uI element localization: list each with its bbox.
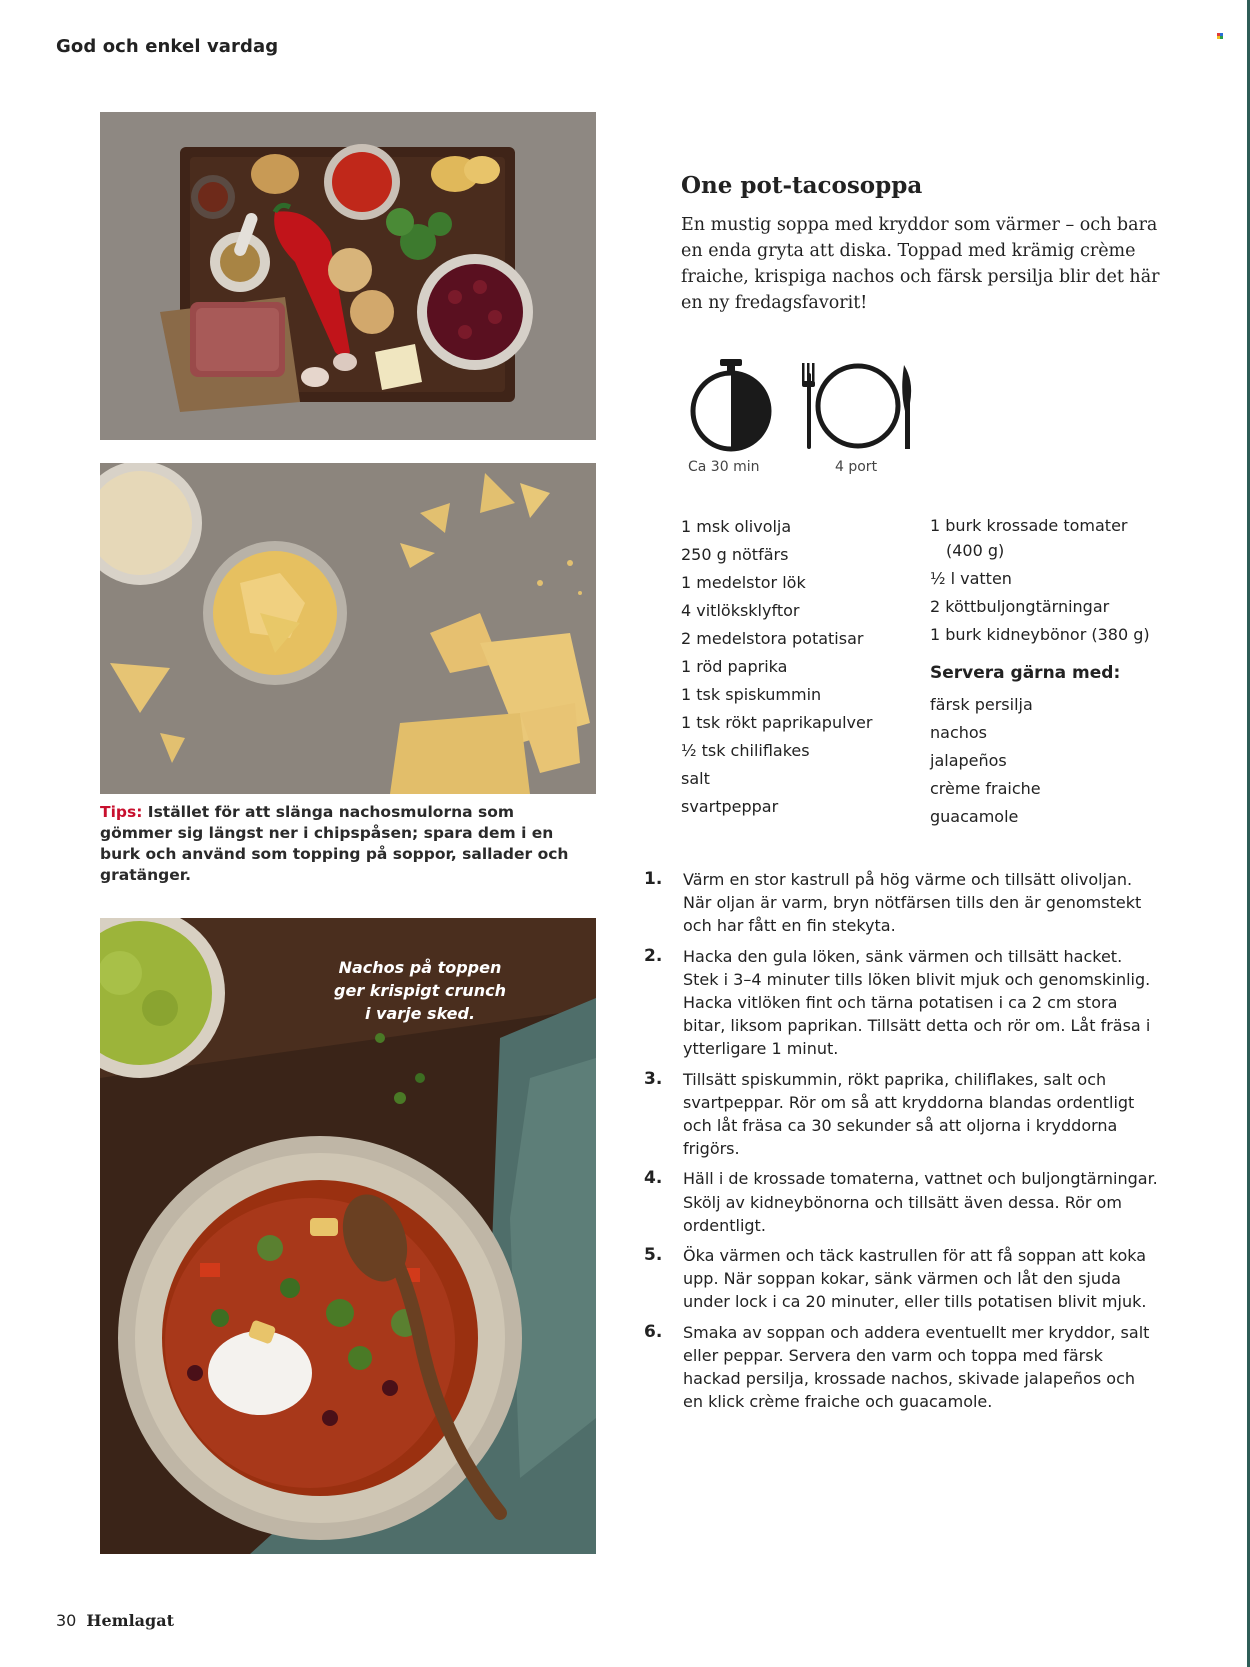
serve-with-list [930,691,1041,831]
serve-heading: Servera gärna med: [930,663,1121,683]
caption-line-1: Nachos på toppen [338,958,502,977]
page-number: 30 [56,1611,77,1630]
step-item [640,1244,1160,1314]
step-text: Hacka den gula löken, sänk värmen och tillsätt hacket. Stek i 3–4 minuter tills löken blivit mjuk och genomskinlig. Hacka vitlöken fint och tärna potatisen i ca 2 cm stora bitar, liksom paprikan. Tillsätt detta och rör om. Låt fräsa i ytterligare 1 minut. [683,946,1151,1059]
ingredient-item: 1 röd paprika [681,657,788,676]
step-number: 6. [644,1321,663,1342]
time-label: Ca 30 min [688,459,760,475]
nachos-jar-illustration [100,463,596,794]
ingredient-item: ½ l vatten [930,569,1012,588]
ingredients-illustration [100,112,596,440]
instruction-steps [640,868,1160,1420]
caption-line-2: ger krispigt crunch [334,981,506,1000]
ingredient-item-continued: (400 g) [946,541,1005,560]
serve-item: färsk persilja [930,695,1033,714]
serve-item: guacamole [930,807,1019,826]
step-text: Häll i de krossade tomaterna, vattnet och buljongtärningar. Skölj av kidneybönorna och tillsätt även dessa. Rör om ordentligt. [683,1169,1158,1235]
section-title: God och enkel vardag [56,36,279,57]
step-number: 2. [644,945,663,966]
ingredient-item: 1 burk krossade tomater [930,516,1128,535]
step-number: 4. [644,1168,663,1189]
stopwatch-fill [731,373,769,449]
ingredient-item: 250 g nötfärs [681,545,789,564]
step-text: Värm en stor kastrull på hög värme och tillsätt olivoljan. När oljan är varm, bryn nötfärsen tills den är genomstekt och har fått en fin stekyta. [683,870,1142,936]
ingredient-item: 1 tsk rökt paprikapulver [681,713,873,732]
ingredient-item: 1 msk olivolja [681,517,792,536]
step-item [640,1068,1160,1161]
caption-line-3: i varje sked. [364,1004,476,1023]
ingredient-item: salt [681,769,710,788]
step-item [640,1167,1160,1237]
serve-item: crème fraiche [930,779,1041,798]
step-item [640,868,1160,938]
ingredient-item: ½ tsk chiliflakes [681,741,810,760]
step-number: 5. [644,1245,663,1266]
ingredient-item: 1 tsk spiskummin [681,685,822,704]
tips-text: Istället för att slänga nachosmulorna som gömmer sig längst ner i chipspåsen; spara dem i en burk och använd som topping på soppor, sallader och gratänger. [100,803,569,884]
ingredients-list-liquids [930,565,1150,649]
ingredients-photo [100,112,596,440]
step-text: Smaka av soppan och addera eventuellt mer kryddor, salt eller peppar. Servera den varm och toppa med färsk hackad persilja, krossade nachos, skivade jalapeños och en klick crème fraiche och guacamole. [683,1322,1150,1412]
tips-label: Tips: [100,803,143,821]
color-registration-mark [1217,33,1223,39]
step-text: Tillsätt spiskummin, rökt paprika, chiliflakes, salt och svartpeppar. Rör om så att kryddorna blandas ordentligt och låt fräsa ca 30 sekunder så att oljorna i kryddorna frigörs. [683,1069,1135,1159]
stopwatch-icon [683,357,779,453]
portions-label: 4 port [835,459,878,475]
serve-item: nachos [930,723,988,742]
ingredient-item: 2 medelstora potatisar [681,629,864,648]
step-number: 3. [644,1068,663,1089]
ingredients-list-tomatoes [930,513,1127,563]
photo-caption [310,956,530,1025]
ingredient-item: 4 vitlöksklyftor [681,601,800,620]
ingredient-item: 1 medelstor lök [681,573,806,592]
step-item [640,1321,1160,1414]
step-text: Öka värmen och täck kastrullen för att få soppan att koka upp. När soppan kokar, sänk värmen och låt den sjuda under lock i ca 20 minuter, eller tills potatisen blivit mjuk. [683,1246,1147,1312]
recipe-intro: En mustig soppa med kryddor som värmer – och bara en enda gryta att diska. Toppad med krämig crème fraiche, krispiga nachos och färsk persilja blir det här en ny fredagsfavorit! [681,215,1160,313]
page-footer [56,1611,174,1630]
ingredient-item: svartpeppar [681,797,779,816]
plate-cutlery-icon [800,361,916,451]
magazine-brand: Hemlagat [86,1611,174,1630]
ingredients-list-main [681,513,872,821]
serve-item: jalapeños [930,751,1007,770]
nachos-jar-photo [100,463,596,794]
recipe-title: One pot-tacosoppa [681,172,923,199]
ingredient-item: 2 köttbuljongtärningar [930,597,1110,616]
step-number: 1. [644,869,663,889]
tips-note [100,802,570,886]
step-item [640,945,1160,1061]
ingredient-item: 1 burk kidneybönor (380 g) [930,625,1150,644]
